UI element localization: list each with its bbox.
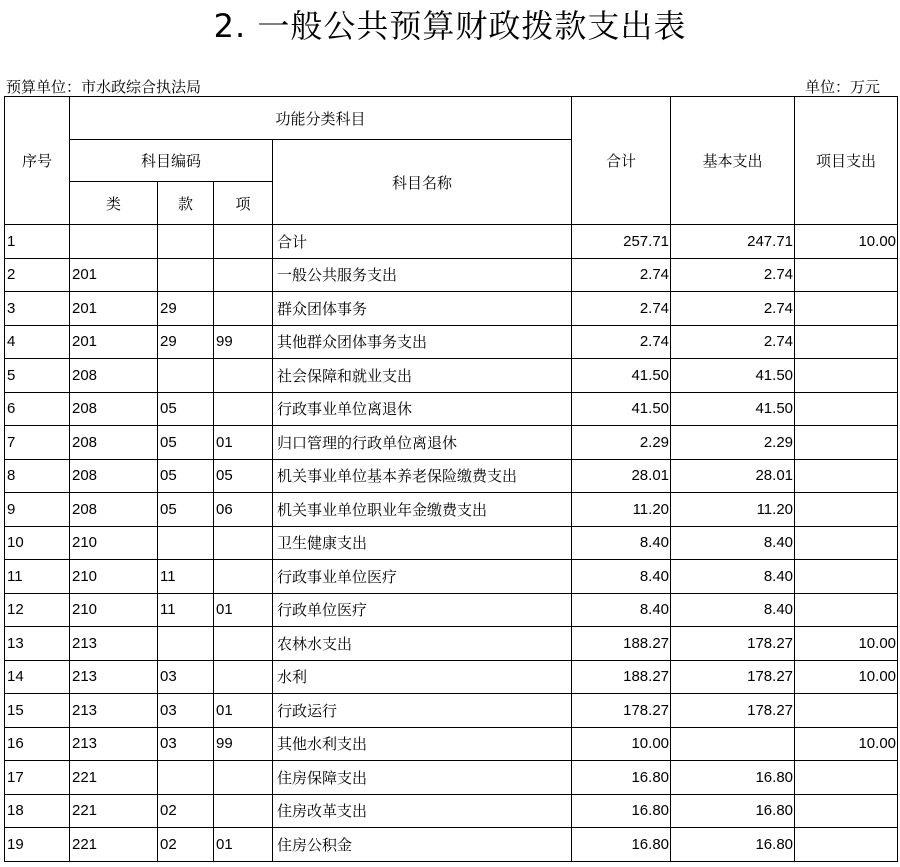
cell-kuan: 03 bbox=[158, 694, 214, 728]
cell-project bbox=[795, 258, 898, 292]
cell-subject-name: 卫生健康支出 bbox=[273, 526, 572, 560]
cell-subject-name: 行政事业单位医疗 bbox=[273, 560, 572, 594]
header-total: 合计 bbox=[572, 97, 671, 225]
cell-subject-name: 机关事业单位基本养老保险缴费支出 bbox=[273, 459, 572, 493]
cell-xiang: 99 bbox=[214, 325, 273, 359]
cell-xiang: 01 bbox=[214, 694, 273, 728]
table-row bbox=[5, 459, 898, 493]
cell-xiang: 06 bbox=[214, 493, 273, 527]
cell-basic: 178.27 bbox=[671, 694, 795, 728]
cell-xiang bbox=[214, 794, 273, 828]
cell-kuan: 05 bbox=[158, 392, 214, 426]
cell-index: 17 bbox=[5, 761, 70, 795]
cell-xiang: 01 bbox=[214, 828, 273, 862]
table-row bbox=[5, 225, 898, 259]
cell-kuan: 03 bbox=[158, 660, 214, 694]
cell-index: 11 bbox=[5, 560, 70, 594]
cell-xiang bbox=[214, 292, 273, 326]
table-row bbox=[5, 727, 898, 761]
cell-kuan bbox=[158, 761, 214, 795]
cell-project: 10.00 bbox=[795, 660, 898, 694]
cell-project bbox=[795, 459, 898, 493]
cell-total: 11.20 bbox=[572, 493, 671, 527]
cell-total: 2.74 bbox=[572, 325, 671, 359]
cell-index: 5 bbox=[5, 359, 70, 393]
cell-subject-name: 住房改革支出 bbox=[273, 794, 572, 828]
cell-kuan bbox=[158, 526, 214, 560]
cell-kuan: 05 bbox=[158, 426, 214, 460]
cell-lei: 210 bbox=[70, 593, 158, 627]
cell-total: 257.71 bbox=[572, 225, 671, 259]
cell-subject-name: 群众团体事务 bbox=[273, 292, 572, 326]
cell-kuan bbox=[158, 225, 214, 259]
cell-kuan bbox=[158, 627, 214, 661]
cell-lei: 210 bbox=[70, 526, 158, 560]
cell-index: 1 bbox=[5, 225, 70, 259]
table-row bbox=[5, 794, 898, 828]
cell-project: 10.00 bbox=[795, 225, 898, 259]
page-title: 2. 一般公共预算财政拨款支出表 bbox=[213, 7, 687, 45]
table-row bbox=[5, 526, 898, 560]
cell-index: 14 bbox=[5, 660, 70, 694]
cell-total: 16.80 bbox=[572, 828, 671, 862]
cell-total: 2.74 bbox=[572, 258, 671, 292]
header-lei: 类 bbox=[70, 182, 158, 225]
cell-index: 10 bbox=[5, 526, 70, 560]
cell-basic: 16.80 bbox=[671, 761, 795, 795]
cell-basic: 16.80 bbox=[671, 828, 795, 862]
cell-index: 2 bbox=[5, 258, 70, 292]
cell-lei: 221 bbox=[70, 761, 158, 795]
cell-subject-name: 住房公积金 bbox=[273, 828, 572, 862]
cell-xiang bbox=[214, 392, 273, 426]
cell-lei: 213 bbox=[70, 727, 158, 761]
cell-subject-name: 其他水利支出 bbox=[273, 727, 572, 761]
cell-kuan bbox=[158, 359, 214, 393]
cell-subject-name: 其他群众团体事务支出 bbox=[273, 325, 572, 359]
cell-total: 8.40 bbox=[572, 560, 671, 594]
cell-basic: 2.74 bbox=[671, 325, 795, 359]
cell-kuan: 11 bbox=[158, 593, 214, 627]
table-row bbox=[5, 359, 898, 393]
cell-total: 41.50 bbox=[572, 359, 671, 393]
table-row bbox=[5, 560, 898, 594]
cell-subject-name: 社会保障和就业支出 bbox=[273, 359, 572, 393]
table-row bbox=[5, 761, 898, 795]
cell-xiang: 05 bbox=[214, 459, 273, 493]
cell-subject-name: 住房保障支出 bbox=[273, 761, 572, 795]
cell-subject-name: 水利 bbox=[273, 660, 572, 694]
cell-basic: 41.50 bbox=[671, 359, 795, 393]
cell-lei: 213 bbox=[70, 694, 158, 728]
cell-kuan: 29 bbox=[158, 325, 214, 359]
cell-lei: 201 bbox=[70, 258, 158, 292]
cell-basic: 2.29 bbox=[671, 426, 795, 460]
cell-lei: 221 bbox=[70, 828, 158, 862]
table-body bbox=[5, 225, 898, 862]
cell-basic: 2.74 bbox=[671, 292, 795, 326]
cell-subject-name: 一般公共服务支出 bbox=[273, 258, 572, 292]
cell-index: 6 bbox=[5, 392, 70, 426]
cell-xiang bbox=[214, 359, 273, 393]
budget-unit-label: 预算单位：市水政综合执法局 bbox=[6, 78, 202, 96]
header-basic-expenditure: 基本支出 bbox=[671, 97, 795, 225]
cell-basic: 8.40 bbox=[671, 593, 795, 627]
cell-basic: 8.40 bbox=[671, 526, 795, 560]
cell-project bbox=[795, 761, 898, 795]
cell-kuan: 05 bbox=[158, 493, 214, 527]
header-subject-code: 科目编码 bbox=[70, 140, 273, 182]
cell-xiang bbox=[214, 560, 273, 594]
cell-kuan bbox=[158, 258, 214, 292]
cell-kuan: 02 bbox=[158, 828, 214, 862]
cell-index: 7 bbox=[5, 426, 70, 460]
cell-index: 9 bbox=[5, 493, 70, 527]
cell-subject-name: 归口管理的行政单位离退休 bbox=[273, 426, 572, 460]
cell-total: 2.29 bbox=[572, 426, 671, 460]
cell-lei: 213 bbox=[70, 627, 158, 661]
cell-subject-name: 行政事业单位离退休 bbox=[273, 392, 572, 426]
cell-subject-name: 行政运行 bbox=[273, 694, 572, 728]
cell-lei: 208 bbox=[70, 359, 158, 393]
cell-index: 19 bbox=[5, 828, 70, 862]
cell-lei: 210 bbox=[70, 560, 158, 594]
cell-project bbox=[795, 325, 898, 359]
table-row bbox=[5, 426, 898, 460]
cell-subject-name: 行政单位医疗 bbox=[273, 593, 572, 627]
cell-basic: 11.20 bbox=[671, 493, 795, 527]
cell-index: 4 bbox=[5, 325, 70, 359]
cell-xiang bbox=[214, 660, 273, 694]
header-project-expenditure: 项目支出 bbox=[795, 97, 898, 225]
cell-project bbox=[795, 526, 898, 560]
cell-project: 10.00 bbox=[795, 727, 898, 761]
cell-total: 41.50 bbox=[572, 392, 671, 426]
cell-basic: 2.74 bbox=[671, 258, 795, 292]
cell-xiang: 99 bbox=[214, 727, 273, 761]
cell-kuan: 11 bbox=[158, 560, 214, 594]
cell-lei: 208 bbox=[70, 459, 158, 493]
cell-lei: 208 bbox=[70, 392, 158, 426]
currency-unit-label: 单位：万元 bbox=[804, 78, 880, 96]
cell-lei: 221 bbox=[70, 794, 158, 828]
table-row bbox=[5, 493, 898, 527]
cell-xiang bbox=[214, 225, 273, 259]
cell-project bbox=[795, 359, 898, 393]
cell-index: 13 bbox=[5, 627, 70, 661]
cell-total: 16.80 bbox=[572, 761, 671, 795]
cell-project bbox=[795, 426, 898, 460]
cell-subject-name: 农林水支出 bbox=[273, 627, 572, 661]
table-row bbox=[5, 660, 898, 694]
table-row bbox=[5, 292, 898, 326]
cell-xiang bbox=[214, 761, 273, 795]
cell-project: 10.00 bbox=[795, 627, 898, 661]
cell-kuan: 05 bbox=[158, 459, 214, 493]
table-row bbox=[5, 392, 898, 426]
cell-total: 16.80 bbox=[572, 794, 671, 828]
table-row bbox=[5, 258, 898, 292]
cell-project bbox=[795, 593, 898, 627]
table-header bbox=[5, 97, 898, 225]
header-subject-name: 科目名称 bbox=[273, 140, 572, 225]
cell-index: 3 bbox=[5, 292, 70, 326]
cell-xiang: 01 bbox=[214, 593, 273, 627]
cell-project bbox=[795, 292, 898, 326]
table-row bbox=[5, 593, 898, 627]
cell-index: 12 bbox=[5, 593, 70, 627]
cell-project bbox=[795, 794, 898, 828]
cell-total: 28.01 bbox=[572, 459, 671, 493]
cell-basic: 178.27 bbox=[671, 627, 795, 661]
cell-xiang bbox=[214, 258, 273, 292]
header-xiang: 项 bbox=[214, 182, 273, 225]
expenditure-table bbox=[4, 96, 898, 862]
cell-basic: 41.50 bbox=[671, 392, 795, 426]
cell-xiang bbox=[214, 627, 273, 661]
cell-basic: 28.01 bbox=[671, 459, 795, 493]
cell-index: 18 bbox=[5, 794, 70, 828]
cell-subject-name: 合计 bbox=[273, 225, 572, 259]
header-function-category: 功能分类科目 bbox=[70, 97, 572, 140]
cell-index: 8 bbox=[5, 459, 70, 493]
cell-project bbox=[795, 828, 898, 862]
cell-subject-name: 机关事业单位职业年金缴费支出 bbox=[273, 493, 572, 527]
cell-basic: 16.80 bbox=[671, 794, 795, 828]
cell-basic: 247.71 bbox=[671, 225, 795, 259]
cell-project bbox=[795, 493, 898, 527]
cell-total: 8.40 bbox=[572, 593, 671, 627]
cell-xiang bbox=[214, 526, 273, 560]
cell-index: 15 bbox=[5, 694, 70, 728]
cell-lei: 208 bbox=[70, 493, 158, 527]
cell-lei: 213 bbox=[70, 660, 158, 694]
cell-kuan: 03 bbox=[158, 727, 214, 761]
cell-xiang: 01 bbox=[214, 426, 273, 460]
cell-kuan: 29 bbox=[158, 292, 214, 326]
header-kuan: 款 bbox=[158, 182, 214, 225]
cell-total: 188.27 bbox=[572, 660, 671, 694]
cell-project bbox=[795, 694, 898, 728]
cell-project bbox=[795, 560, 898, 594]
cell-total: 178.27 bbox=[572, 694, 671, 728]
table-row bbox=[5, 325, 898, 359]
cell-total: 8.40 bbox=[572, 526, 671, 560]
cell-total: 188.27 bbox=[572, 627, 671, 661]
cell-basic: 178.27 bbox=[671, 660, 795, 694]
cell-basic: 8.40 bbox=[671, 560, 795, 594]
cell-index: 16 bbox=[5, 727, 70, 761]
cell-total: 2.74 bbox=[572, 292, 671, 326]
cell-lei: 208 bbox=[70, 426, 158, 460]
table-row bbox=[5, 828, 898, 862]
table-row bbox=[5, 694, 898, 728]
cell-lei: 201 bbox=[70, 292, 158, 326]
cell-basic bbox=[671, 727, 795, 761]
cell-project bbox=[795, 392, 898, 426]
cell-lei bbox=[70, 225, 158, 259]
table-row bbox=[5, 627, 898, 661]
header-index: 序号 bbox=[5, 97, 70, 225]
cell-kuan: 02 bbox=[158, 794, 214, 828]
cell-lei: 201 bbox=[70, 325, 158, 359]
cell-total: 10.00 bbox=[572, 727, 671, 761]
